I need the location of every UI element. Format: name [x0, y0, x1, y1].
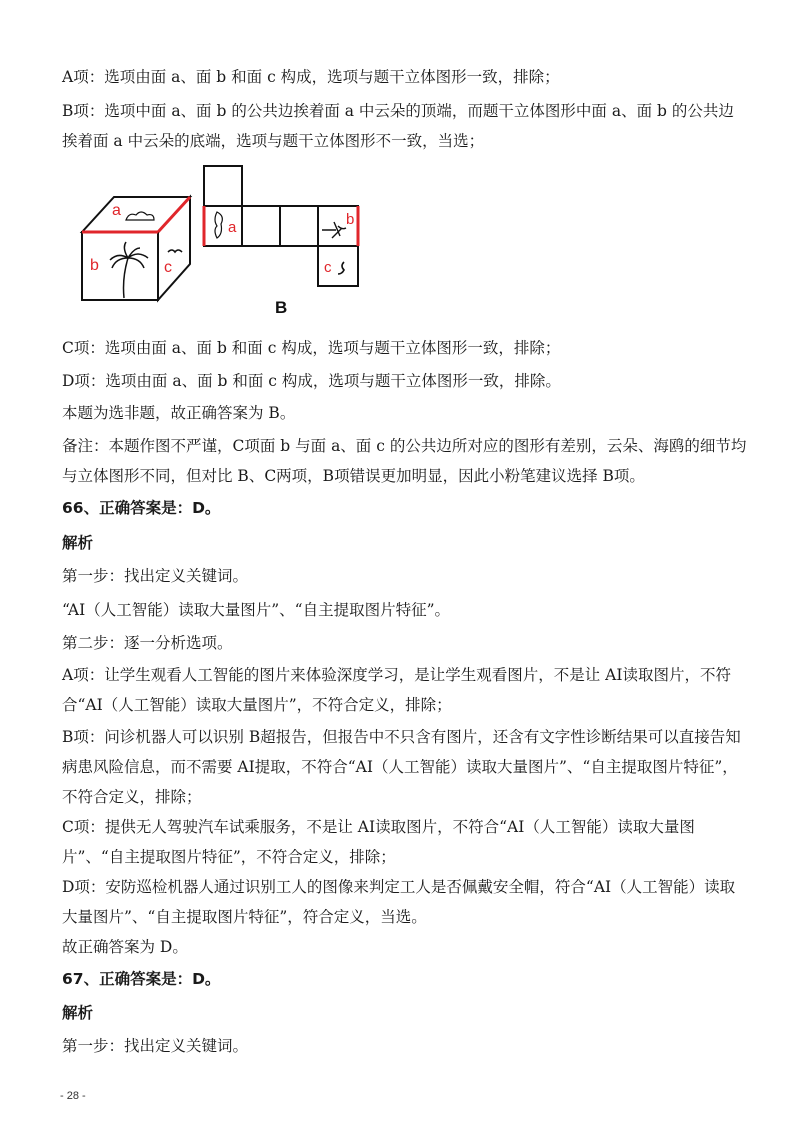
net-face-c-label: c: [324, 259, 332, 276]
cube-net-figure: [62, 160, 372, 320]
page-number: - 28 -: [60, 1090, 86, 1102]
answer-text: 本题为选非题，故正确答案为 B。: [62, 404, 296, 422]
option-a-text: A项：选项由面 a、面 b 和面 c 构成，选项与题干立体图形一致，排除；: [62, 68, 560, 86]
net-face-a-label: a: [228, 219, 237, 236]
note-text: 备注：本题作图不严谨，C项面 b 与面 a、面 c 的公共边所对应的图形有差别，云朵、海鸥的细节均与立体图形不同，但对比 B、C两项，B项错误更加明显，因此小粉笔建议选择 B项。: [62, 437, 747, 485]
q66-heading: 66、正确答案是：D。: [62, 499, 221, 517]
q66-step2: 第二步：逐一分析选项。: [62, 634, 233, 652]
option-b-text: B项：选项中面 a、面 b 的公共边挨着面 a 中云朵的顶端，而题干立体图形中面 a、面 b 的公共边挨着面 a 中云朵的底端，选项与题干立体图形不一致，当选；: [62, 102, 734, 150]
q67-step1: 第一步：找出定义关键词。: [62, 1037, 249, 1055]
option-d-text: D项：选项由面 a、面 b 和面 c 构成，选项与题干立体图形一致，排除。: [62, 372, 561, 390]
cube-face-a-label: a: [112, 202, 121, 219]
cube-face-c-label: c: [164, 259, 172, 276]
q66-option-a: A项：让学生观看人工智能的图片来体验深度学习，是让学生观看图片，不是让 AI读取图片，不符合“AI（人工智能）读取大量图片”，不符合定义，排除；: [62, 666, 731, 714]
q66-step1: 第一步：找出定义关键词。: [62, 567, 249, 585]
option-c-text: C项：选项由面 a、面 b 和面 c 构成，选项与题干立体图形一致，排除；: [62, 339, 561, 357]
q67-heading: 67、正确答案是：D。: [62, 970, 221, 988]
q66-option-b: B项：问诊机器人可以识别 B超报告，但报告中不只含有图片，还含有文字性诊断结果可以直接告知病患风险信息，而不需要 AI提取，不符合“AI（人工智能）读取大量图片”、“自主提取图片特征”，不符合定义，排除；: [62, 728, 741, 806]
net-face-b-label: b: [346, 211, 355, 228]
q66-keywords: “AI（人工智能）读取大量图片”、“自主提取图片特征”。: [62, 601, 451, 619]
q66-analysis-label: 解析: [62, 534, 94, 552]
q66-option-d: D项：安防巡检机器人通过识别工人的图像来判定工人是否佩戴安全帽，符合“AI（人工智能）读取大量图片”、“自主提取图片特征”，符合定义，当选。: [62, 878, 736, 926]
q67-analysis-label: 解析: [62, 1004, 94, 1022]
q66-option-c: C项：提供无人驾驶汽车试乘服务，不是让 AI读取图片，不符合“AI（人工智能）读取大量图片”、“自主提取图片特征”，不符合定义，排除；: [62, 818, 695, 866]
figure-caption: B: [275, 298, 288, 317]
cube-face-b-label: b: [90, 257, 99, 274]
q66-answer: 故正确答案为 D。: [62, 938, 188, 956]
